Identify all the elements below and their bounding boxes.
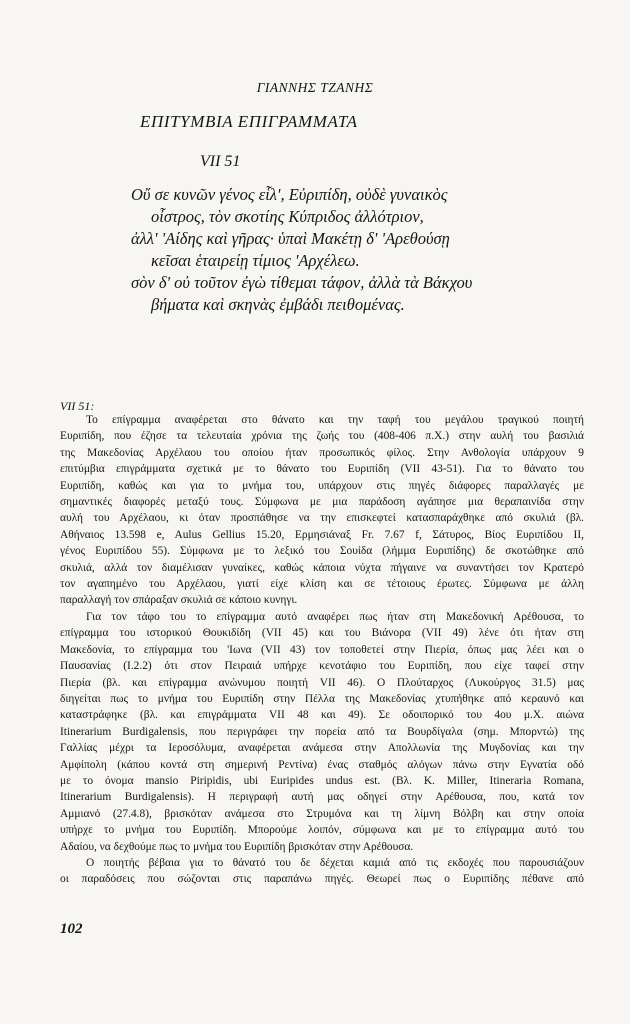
text-line: Παυσανίας (I.2.2) ότι στον Πειραιά υπήρχε κενοτάφιο του Ευριπίδη, που είχε ταφεί στην [60,660,584,673]
text-line: Αμμιανό (27.4.8), βρισκόταν ανάμεσα στο Στρυμόνα και τη λίμνη Βόλβη και στην οποία [60,807,584,820]
text-line: Το επίγραμμα αναφέρεται στο θάνατο και την ταφή του μεγάλου τραγικού ποιητή [86,414,584,426]
section-title: ΕΠΙΤΥΜΒΙΑ ΕΠΙΓΡΑΜΜΑΤΑ [140,112,358,131]
text-line: με το όνομα mansio Piripidis, ubi Euripides undus est. (Βλ. K. Miller, Itineraria Romana, [60,774,584,787]
text-line: επιτύμβια επιγράμματα σχετικά με το θάνατο του Ευριπίδη (VII 43-51). Για το θάνατο του [60,463,584,476]
text-line: αυλή του Αρχέλαου, κι όταν προσπάθησε να την επισκεφτεί κατασπαράχθηκε από σκυλιά (βλ. [60,512,584,525]
text-line: Ο ποιητής βέβαια για το θάνατό του δε δέχεται καμιά από τις εκδοχές που παρουσιάζουν [86,856,584,869]
text-line: σημαντικές διαφορές μεταξύ τους. Σύμφωνα με μια παράδοση αγάπησε μια θεραπαινίδα στην [60,496,584,509]
text-line: οι παραδόσεις που σώζονται στις παραπάνω πηγές. Θεωρεί πως ο Ευριπίδης πέθανε από [60,873,584,886]
running-header-author: ΓΙΑΝΝΗΣ ΤΖΑΝΗΣ [256,80,374,95]
text-line: Μακεδονία, το επίγραμμα του 'Ιωνα (VII 43) τον τοποθετεί στην Πιερία, όπως μας λέει και ο [60,643,584,656]
text-line: Για τον τάφο του το επίγραμμα αυτό αναφέρει πως ήταν στη Μακεδονική Αρέθουσα, το [86,610,584,623]
poem-line: Οὔ σε κυνῶν γένος εἷλ', Εὐριπίδη, οὐδὲ γυναικὸς [131,185,448,204]
text-line: τον αγαπημένο του Αρχέλαου, γιατί είχε κλίση και σε τέτοιους έρωτες. Σύμφωνα με άλλη [60,578,584,591]
text-line: Itinerarium Burdigalensis). Η περιγραφή αυτή μας οδηγεί στην Αρέθουσα, που, κατά τον [60,791,584,804]
text-line: Ευριπίδη, που έζησε τα τελευταία χρόνια της ζωής του (408-406 π.Χ.) στην αυλή του βασιλιά [60,430,584,443]
text-line: γένος Ευριπίδου 55). Σύμφωνα με το λεξικό του Σουίδα (λήμμα Ευριπίδης) δε σκοτώθηκε από [60,545,584,558]
text-line: διηγείται πως το μνήμα του Ευριπίδη στην Πέλλα της Μακεδονίας χτυπήθηκε από κεραυνό και [60,692,584,705]
text-line: Αμφίπολη (κάπου κοντά στη σημερινή Ρεντίνα) ένας σταθμός αλόγων πάνω στην Εγνατία οδό [60,758,584,771]
text-line: σκυλιά, αλλά τον διαμέλισαν γυναίκες, καθώς κάποια νύχτα πήγαινε να συναντήσει τον Κρατερό [60,561,584,574]
text-line: Πιερία (βλ. και επίγραμμα ανώνυμου ποιητή VII 46). Ο Πλούταρχος (Λυκούργος 31.5) μας [60,676,584,689]
page-number: 102 [60,921,83,937]
commentary-paragraph [60,412,584,609]
text-line: Ευριπίδη, καθώς και για το μνήμα του, υπάρχουν στις πηγές διάφορες παραλλαγές με [60,479,584,492]
poem-line: κεῖσαι ἑταιρείῃ τίμιος 'Αρχέλεω. [151,251,360,270]
text-line: Γαλλίας μέχρι τα Ιεροσόλυμα, αναφέρεται ανάμεσα στην Απολλωνία της Μυγδονίας και την [60,742,584,755]
text-line: υπήρχε το μνήμα του Ευριπίδη. Μπορούμε λοιπόν, σύμφωνα και με το επίγραμμα αυτό του [60,824,584,837]
poem-line: σὸν δ' οὐ τοῦτον ἐγὼ τίθεμαι τάφον, ἀλλὰ τὰ Βάκχου [131,273,473,292]
commentary-paragraph [60,609,584,855]
poem-line: βήματα καὶ σκηνὰς ἐμβάδι πειθομένας. [151,295,405,314]
commentary-body [60,412,584,888]
text-line: παραλλαγή τον σπάραξαν σκυλιά σε κάποιο κυνηγι. [60,594,298,607]
text-line: καταστράφηκε (βλ. και επιγράμματα VII 48 και 49). Σε οδοιπορικό του 4ου μ.Χ. αιώνα [60,709,584,722]
text-line: Αθήναιος 13.598 e, Aulus Gellius 15.20, Ερμησιάναξ Fr. 7.67 f, Σάτυρος, Βίος Ευριπίδου II, [60,528,584,541]
text-line: της Μακεδονίας Αρχέλαου του οποίου ήταν προσωπικός φίλος. Στην Ανθολογία υπάρχουν 9 [60,446,584,459]
epigram-number: VII 51 [200,153,241,170]
commentary-label: VII 51: [60,399,95,413]
text-line: Αδαίου, να δεχθούμε πως το μνήμα του Ευριπίδη βρισκόταν στην Αρέθουσα. [60,840,414,853]
text-line: Itinerarium Burdigalensis, που περιγράφει την πορεία από τα Βουρδίγαλα (σημ. Μπορντώ) της [60,725,584,738]
poem-line: ἀλλ' 'Αίδης καὶ γῆρας· ὑπαὶ Μακέτῃ δ' 'Αρεθούσῃ [131,229,450,248]
commentary-paragraph [60,855,584,888]
poem-line: οἶστρος, τὸν σκοτίης Κύπριδος ἀλλότριον, [151,207,424,226]
text-line: επίγραμμα του ιστορικού Θουκιδίδη (VII 45) και του Βιάνορα (VII 49) λένε ότι ήταν στη [60,627,584,640]
